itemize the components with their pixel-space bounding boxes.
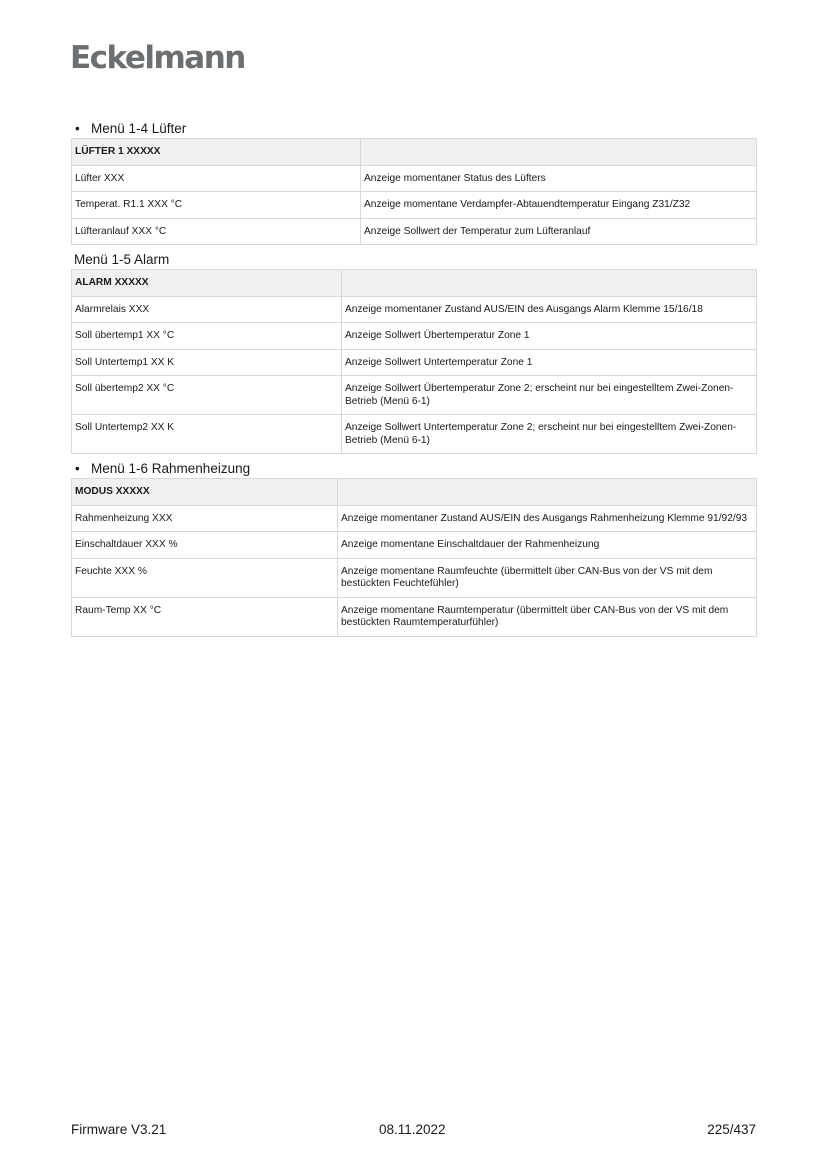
table-row <box>72 597 757 636</box>
description-cell: Anzeige Sollwert Übertemperatur Zone 1 <box>342 323 757 350</box>
description-cell: Anzeige momentaner Zustand AUS/EIN des Ausgangs Alarm Klemme 15/16/18 <box>342 296 757 323</box>
param-cell: Rahmenheizung XXX <box>72 505 338 532</box>
param-cell: Soll Untertemp1 XX K <box>72 349 342 376</box>
page-number: 225/437 <box>707 1122 756 1137</box>
description-cell: Anzeige momentane Einschaltdauer der Rahmenheizung <box>338 532 757 559</box>
page-footer <box>71 1122 756 1137</box>
description-cell: Anzeige Sollwert Untertemperatur Zone 2; erscheint nur bei eingestelltem Zwei-Zonen-Betrieb (Menü 6-1) <box>342 415 757 454</box>
description-cell: Anzeige momentane Raumfeuchte (übermittelt über CAN-Bus von der VS mit dem bestückten Feuchtefühler) <box>338 558 757 597</box>
table-header-row <box>72 479 757 506</box>
table-row <box>72 415 757 454</box>
param-cell: Einschaltdauer XXX % <box>72 532 338 559</box>
table-header-cell: MODUS XXXXX <box>72 479 338 506</box>
rahmenheizung-table <box>71 478 757 637</box>
param-cell: Lüfteranlauf XXX °C <box>72 218 361 245</box>
section-heading-text: Menü 1-4 Lüfter <box>91 120 187 136</box>
description-cell: Anzeige momentaner Zustand AUS/EIN des Ausgangs Rahmenheizung Klemme 91/92/93 <box>338 505 757 532</box>
page-content <box>71 119 756 642</box>
param-cell: Soll übertemp2 XX °C <box>72 376 342 415</box>
section-heading-rahmenheizung <box>71 459 756 478</box>
param-cell: Feuchte XXX % <box>72 558 338 597</box>
table-header-cell: ALARM XXXXX <box>72 270 342 297</box>
description-cell: Anzeige momentane Verdampfer-Abtauendtemperatur Eingang Z31/Z32 <box>361 192 757 219</box>
document-date: 08.11.2022 <box>379 1122 446 1137</box>
table-header-cell <box>342 270 757 297</box>
table-header-row <box>72 139 757 166</box>
table-header-row <box>72 270 757 297</box>
table-row <box>72 558 757 597</box>
description-cell: Anzeige momentane Raumtemperatur (übermittelt über CAN-Bus von der VS mit dem bestückten Raumtemperaturfühler) <box>338 597 757 636</box>
description-cell: Anzeige Sollwert der Temperatur zum Lüfteranlauf <box>361 218 757 245</box>
eckelmann-logo: Eckelmann <box>70 40 245 76</box>
description-cell: Anzeige momentaner Status des Lüfters <box>361 165 757 192</box>
description-cell: Anzeige Sollwert Untertemperatur Zone 1 <box>342 349 757 376</box>
table-row <box>72 532 757 559</box>
bullet-icon: • <box>75 460 80 476</box>
table-row <box>72 323 757 350</box>
section-heading-alarm <box>71 250 756 269</box>
description-cell: Anzeige Sollwert Übertemperatur Zone 2; erscheint nur bei eingestelltem Zwei-Zonen-Betrieb (Menü 6-1) <box>342 376 757 415</box>
table-row <box>72 165 757 192</box>
table-header-cell: LÜFTER 1 XXXXX <box>72 139 361 166</box>
table-row <box>72 376 757 415</box>
table-row <box>72 218 757 245</box>
table-row <box>72 192 757 219</box>
param-cell: Soll übertemp1 XX °C <box>72 323 342 350</box>
section-heading-text: Menü 1-5 Alarm <box>74 251 170 267</box>
table-header-cell <box>361 139 757 166</box>
section-heading-luefter <box>71 119 756 138</box>
luefter-table <box>71 138 757 245</box>
table-row <box>72 505 757 532</box>
table-row <box>72 296 757 323</box>
firmware-version: Firmware V3.21 <box>71 1122 167 1137</box>
table-header-cell <box>338 479 757 506</box>
param-cell: Soll Untertemp2 XX K <box>72 415 342 454</box>
section-heading-text: Menü 1-6 Rahmenheizung <box>91 460 251 476</box>
param-cell: Raum-Temp XX °C <box>72 597 338 636</box>
bullet-icon: • <box>75 120 80 136</box>
table-row <box>72 349 757 376</box>
param-cell: Temperat. R1.1 XXX °C <box>72 192 361 219</box>
param-cell: Lüfter XXX <box>72 165 361 192</box>
alarm-table <box>71 269 757 454</box>
param-cell: Alarmrelais XXX <box>72 296 342 323</box>
